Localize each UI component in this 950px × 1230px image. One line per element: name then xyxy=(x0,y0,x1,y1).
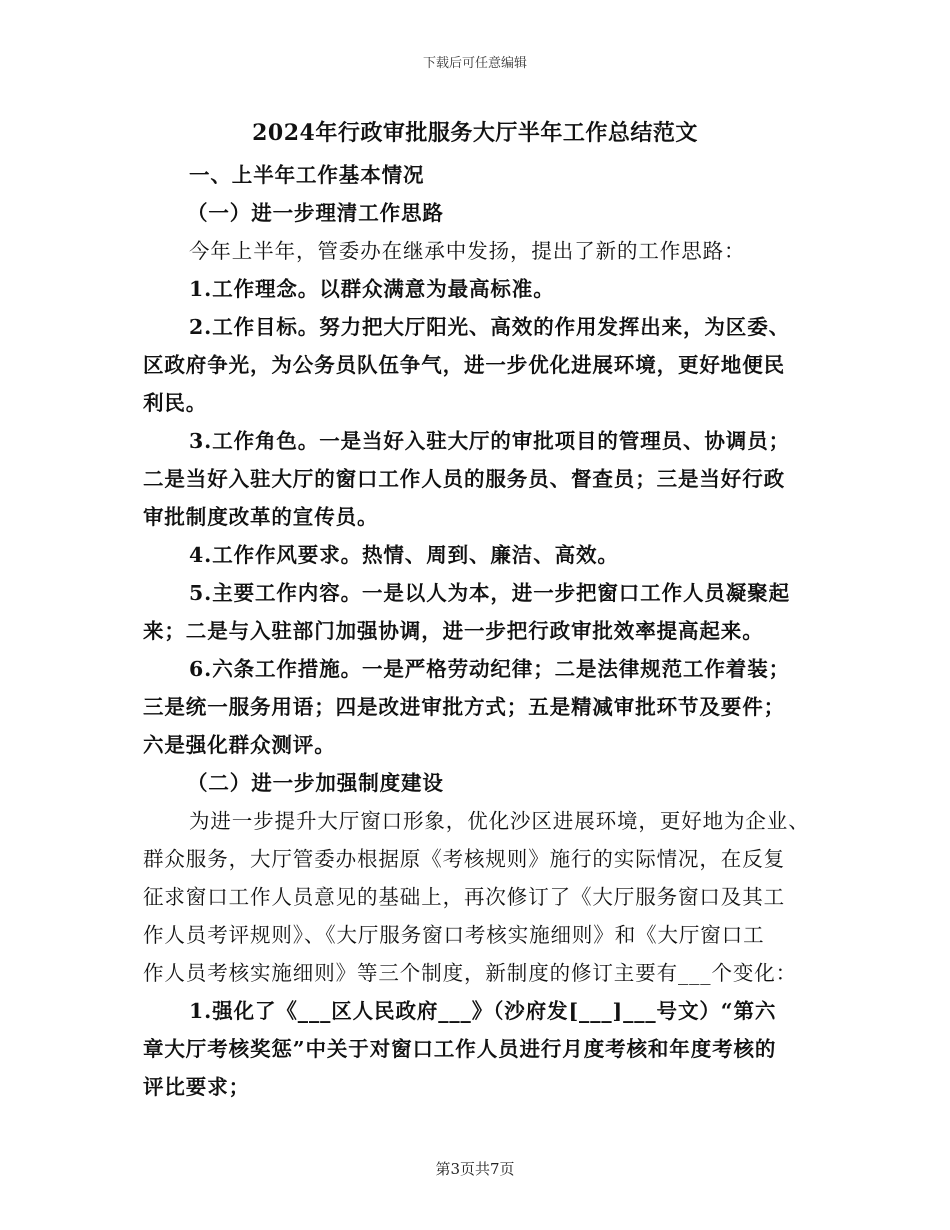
list-item: 2.工作目标。努力把大厅阳光、高效的作用发挥出来，为区委、 xyxy=(189,315,790,339)
document-title: 2024年行政审批服务大厅半年工作总结范文 xyxy=(252,120,698,146)
list-item: 6.六条工作措施。一是严格劳动纪律；二是法律规范工作着装； xyxy=(189,657,790,681)
paragraph-line: 作人员考核实施细则》等三个制度，新制度的修订主要有___个变化： xyxy=(143,961,798,985)
list-item-continuation: 区政府争光，为公务员队伍争气，进一步优化进展环境，更好地便民 xyxy=(143,353,785,377)
list-item: 1.强化了《___区人民政府___》（沙府发[___]___号文）“第六 xyxy=(189,999,777,1023)
list-item-continuation: 审批制度改革的宣传员。 xyxy=(143,505,379,529)
list-item-continuation: 章大厅考核奖惩”中关于对窗口工作人员进行月度考核和年度考核的 xyxy=(143,1037,777,1061)
list-item: 3.工作角色。一是当好入驻大厅的审批项目的管理员、协调员； xyxy=(189,429,790,453)
list-item-continuation: 评比要求； xyxy=(143,1075,250,1099)
list-item-continuation: 利民。 xyxy=(143,391,208,415)
paragraph-line: 作人员考评规则》、《大厅服务窗口考核实施细则》和《大厅窗口工 xyxy=(143,923,765,947)
list-item-continuation: 来；二是与入驻部门加强协调，进一步把行政审批效率提高起来。 xyxy=(143,619,764,643)
list-item: 1.工作理念。以群众满意为最高标准。 xyxy=(189,277,555,301)
paragraph-line: 群众服务，大厅管委办根据原《考核规则》施行的实际情况，在反复 xyxy=(143,847,785,871)
subsection-heading: （一）进一步理清工作思路 xyxy=(187,201,444,225)
list-item-continuation: 二是当好入驻大厅的窗口工作人员的服务员、督查员；三是当好行政 xyxy=(143,467,785,491)
list-item-continuation: 三是统一服务用语；四是改进审批方式；五是精减审批环节及要件； xyxy=(143,695,785,719)
page-number: 第3页共7页 xyxy=(435,1160,515,1178)
paragraph-line: 为进一步提升大厅窗口形象，优化沙区进展环境，更好地为企业、 xyxy=(189,809,810,833)
page-header: 下载后可任意编辑 xyxy=(422,56,527,71)
paragraph-line: 征求窗口工作人员意见的基础上，再次修订了《大厅服务窗口及其工 xyxy=(143,885,785,909)
list-item-continuation: 六是强化群众测评。 xyxy=(143,733,336,757)
paragraph-line: 今年上半年，管委办在继承中发扬，提出了新的工作思路： xyxy=(189,239,746,263)
list-item: 5.主要工作内容。一是以人为本，进一步把窗口工作人员凝聚起 xyxy=(189,581,790,605)
document-body xyxy=(143,156,811,1106)
list-item: 4.工作作风要求。热情、周到、廉洁、高效。 xyxy=(189,543,619,567)
section-heading: 一、上半年工作基本情况 xyxy=(189,163,425,187)
subsection-heading: （二）进一步加强制度建设 xyxy=(187,771,444,795)
